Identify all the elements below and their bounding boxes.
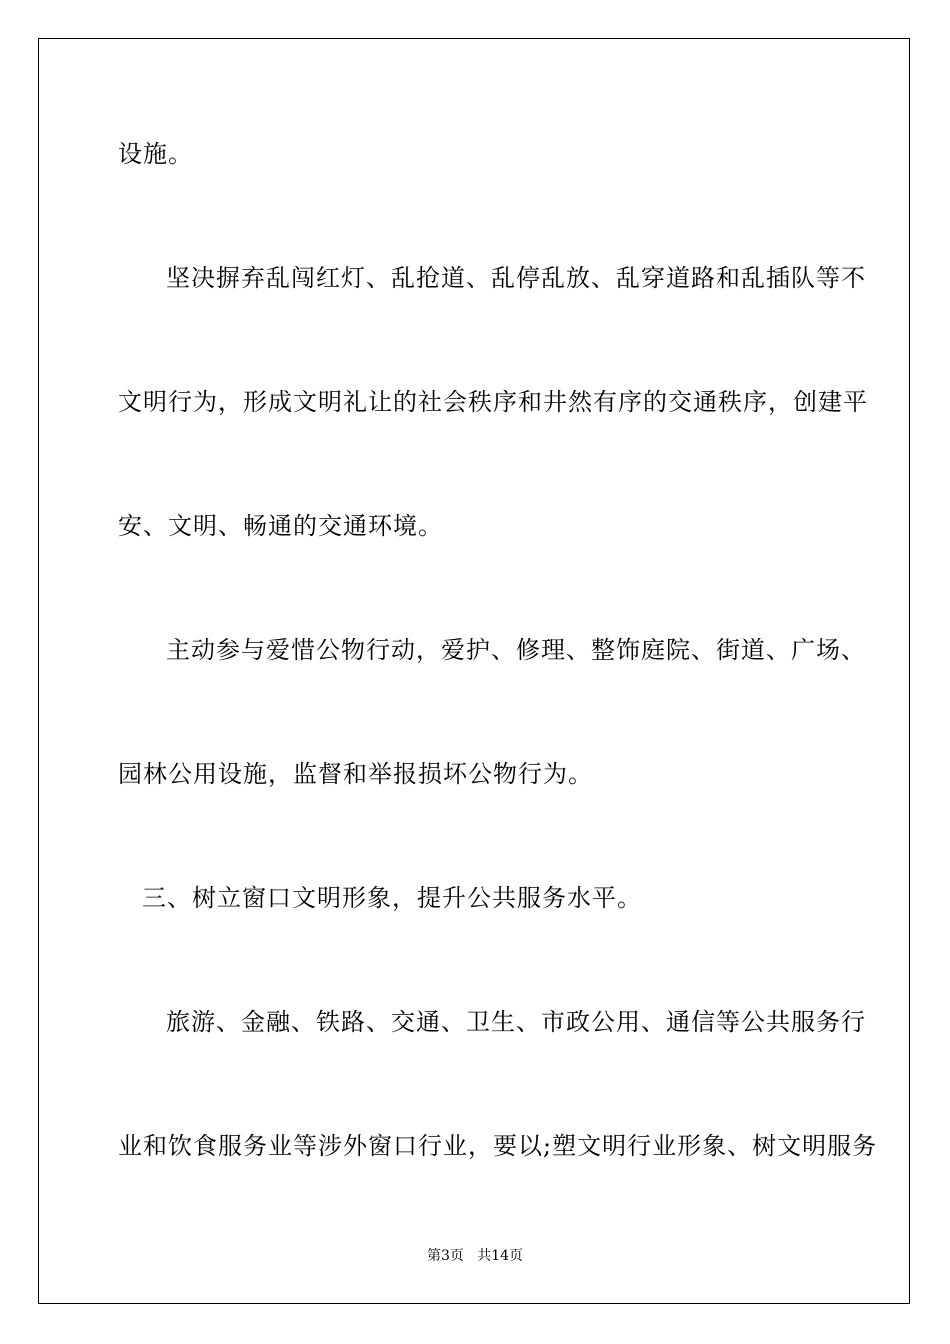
page-border bbox=[38, 38, 910, 1304]
body-line-9: 业和饮食服务业等涉外窗口行业，要以;塑文明行业形象、树文明服务 bbox=[118, 1132, 878, 1160]
section-heading: 三、树立窗口文明形象，提升公共服务水平。 bbox=[142, 884, 642, 912]
body-line-3: 文明行为，形成文明礼让的社会秩序和井然有序的交通秩序，创建平 bbox=[118, 388, 868, 416]
body-line-4: 安、文明、畅通的交通环境。 bbox=[118, 512, 443, 540]
body-line-2: 坚决摒弃乱闯红灯、乱抢道、乱停乱放、乱穿道路和乱插队等不 bbox=[166, 264, 866, 292]
body-line-1: 设施。 bbox=[118, 140, 193, 168]
body-line-5: 主动参与爱惜公物行动，爱护、修理、整饰庭院、街道、广场、 bbox=[166, 636, 866, 664]
body-line-6: 园林公用设施，监督和举报损坏公物行为。 bbox=[118, 760, 593, 788]
body-line-8: 旅游、金融、铁路、交通、卫生、市政公用、通信等公共服务行 bbox=[166, 1008, 866, 1036]
page-footer: 第3页 共14页 bbox=[426, 1248, 524, 1264]
